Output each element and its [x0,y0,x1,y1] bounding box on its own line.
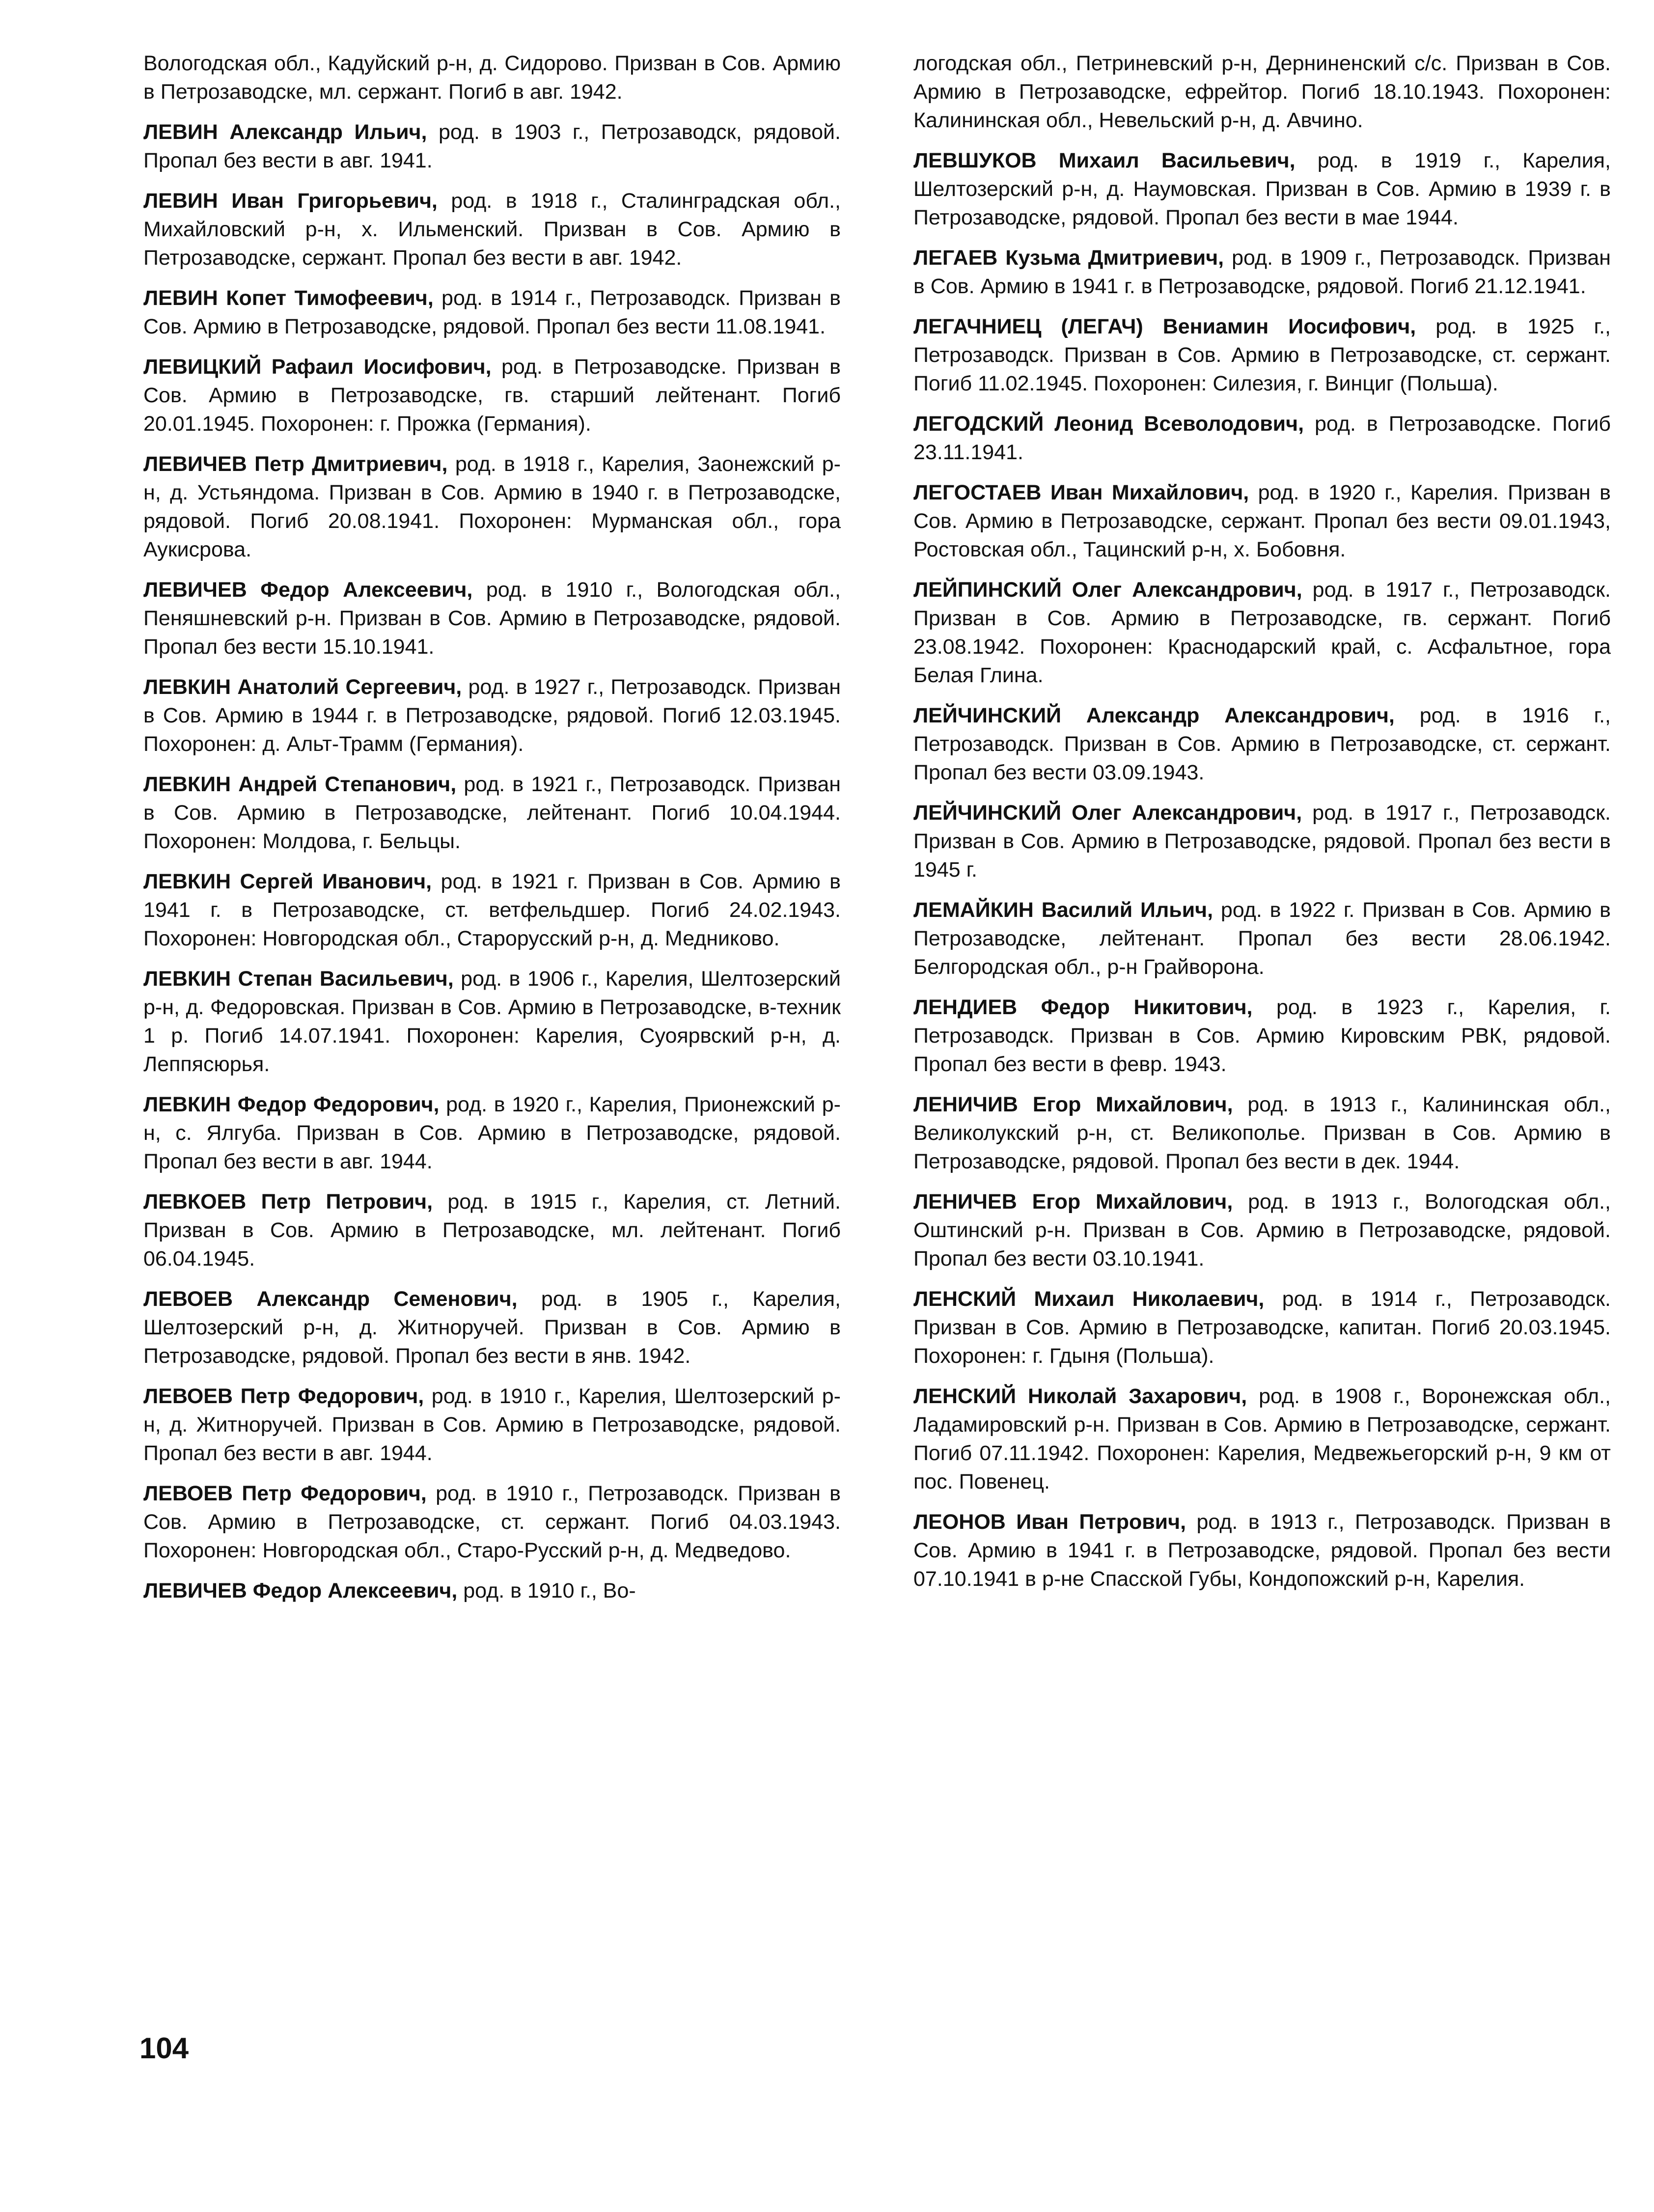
entry-text: род. в 1908 г., Воронежская обл., Ладамировский р-н. Призван в Сов. Армию в Петрозаводске, сержант. Погиб 07.11.1942. Похоронен: Карелия, Медвежьегорский р-н, 9 км от пос. Повенец. [913,1384,1611,1493]
list-item [913,1382,1611,1496]
list-item [143,1576,841,1605]
entry-name: ЛЕВШУКОВ Михаил Васильевич, [913,149,1296,172]
entry-name: ЛЕВОЕВ Петр Федорович, [143,1384,424,1408]
list-item [143,118,841,175]
entry-text: род. в 1910 г., Вологодская обл., Пеняшневский р-н. Призван в Сов. Армию в Петрозаводске, рядовой. Пропал без вести 15.10.1941. [143,578,841,659]
list-item [143,1188,841,1273]
list-item [913,701,1611,787]
entry-name: ЛЕГАЕВ Кузьма Дмитриевич, [913,246,1224,270]
entry-text: род. в 1905 г., Карелия, Шелтозерский р-н, д. Житноручей. Призван в Сов. Армию в Петрозаводске, рядовой. Пропал без вести в янв. 1942. [143,1287,841,1368]
list-item [143,187,841,272]
entry-text: род. в 1914 г., Петрозаводск. Призван в Сов. Армию в Петрозаводске, капитан. Погиб 20.03.1945. Похоронен: г. Гдыня (Польша). [913,1287,1611,1368]
entry-name: ЛЕВИЧЕВ Федор Алексеевич, [143,1579,458,1603]
entry-name: ЛЕВКИН Степан Васильевич, [143,967,454,991]
entry-text: род. в 1913 г., Вологодская обл., Оштинский р-н. Призван в Сов. Армию в Петрозаводске, рядовой. Пропал без вести 03.10.1941. [913,1190,1611,1271]
list-item [913,993,1611,1078]
entry-text: род. в 1915 г., Карелия, ст. Летний. Призван в Сов. Армию в Петрозаводске, мл. лейтенант. Погиб 06.04.1945. [143,1190,841,1271]
list-item [913,244,1611,301]
entry-name: ЛЕВОЕВ Петр Федорович, [143,1482,427,1505]
list-item [143,576,841,661]
list-item [913,410,1611,467]
entry-name: ЛЕГОДСКИЙ Леонид Всеволодович, [913,412,1304,436]
entry-text: род. в 1917 г., Петрозаводск. Призван в Сов. Армию в Петрозаводске, гв. сержант. Погиб 23.08.1942. Похоронен: Краснодарский край, с. Асфальтное, гора Белая Глина. [913,578,1611,687]
entry-text: род. в 1910 г., Петрозаводск. Призван в Сов. Армию в Петрозаводске, ст. сержант. Погиб 04.03.1943. Похоронен: Новгородская обл., Старо-Русский р-н, д. Медведово. [143,1482,841,1562]
entry-text: род. в 1922 г. Призван в Сов. Армию в Петрозаводске, лейтенант. Пропал без вести 28.06.1942. Белгородская обл., р-н Грайворона. [913,898,1611,979]
entry-name: ЛЕНСКИЙ Михаил Николаевич, [913,1287,1265,1311]
entry-text: род. в 1918 г., Карелия, Заонежский р-н, д. Устьяндома. Призван в Сов. Армию в 1940 г. в Петрозаводске, рядовой. Погиб 20.08.1941. Похоронен: Мурманская обл., гора Аукисрова. [143,452,841,561]
entry-text: род. в 1917 г., Петрозаводск. Призван в Сов. Армию в Петрозаводске, рядовой. Пропал без вести в 1945 г. [913,801,1611,882]
entry-text: род. в Петрозаводске. Призван в Сов. Армию в Петрозаводске, гв. старший лейтенант. Погиб 20.01.1945. Похоронен: г. Прожка (Германия). [143,355,841,436]
list-item [913,896,1611,981]
entry-name: ЛЕВИЧЕВ Петр Дмитриевич, [143,452,448,476]
continuation-text: Вологодская обл., Кадуйский р-н, д. Сидорово. Призван в Сов. Армию в Петрозаводске, мл. сержант. Погиб в авг. 1942. [143,52,841,104]
entry-text: род. в 1927 г., Петрозаводск. Призван в Сов. Армию в 1944 г. в Петрозаводске, рядовой. Погиб 12.03.1945. Похоронен: д. Альт-Трамм (Германия). [143,675,841,756]
list-item [143,450,841,564]
entry-name: ЛЕНСКИЙ Николай Захарович, [913,1384,1247,1408]
entry-text: род. в 1918 г., Сталинградская обл., Михайловский р-н, х. Ильменский. Призван в Сов. Армию в Петрозаводске, сержант. Пропал без вести в авг. 1942. [143,189,841,270]
entry-name: ЛЕВКИН Андрей Степанович, [143,773,457,796]
entry-name: ЛЕНИЧЕВ Егор Михайлович, [913,1190,1233,1214]
entry-text: род. в 1920 г., Карелия, Прионежский р-н, с. Ялгуба. Призван в Сов. Армию в Петрозаводске, рядовой. Пропал без вести в авг. 1944. [143,1093,841,1173]
entry-text: род. в 1919 г., Карелия, Шелтозерский р-н, д. Наумовская. Призван в Сов. Армию в 1939 г. в Петрозаводске, рядовой. Пропал без вести в мае 1944. [913,149,1611,229]
entry-text: род. в 1921 г. Призван в Сов. Армию в 1941 г. в Петрозаводске, ст. ветфельдшер. Погиб 24.02.1943. Похоронен: Новгородская обл., Старорусский р-н, д. Медниково. [143,870,841,950]
list-item [913,1188,1611,1273]
list-item [913,478,1611,564]
entry-text: род. в 1916 г., Петрозаводск. Призван в Сов. Армию в Петрозаводске, ст. сержант. Пропал без вести 03.09.1943. [913,704,1611,784]
list-item [913,799,1611,884]
entry-text: род. в 1903 г., Петрозаводск, рядовой. Пропал без вести в авг. 1941. [143,120,841,172]
entry-name: ЛЕОНОВ Иван Петрович, [913,1510,1186,1534]
entry-name: ЛЕВКИН Анатолий Сергеевич, [143,675,462,699]
entry-text: род. в 1909 г., Петрозаводск. Призван в Сов. Армию в 1941 г. в Петрозаводске, рядовой. Погиб 21.12.1941. [913,246,1611,298]
entry-name: ЛЕЙПИНСКИЙ Олег Александрович, [913,578,1302,602]
entry-name: ЛЕВКИН Федор Федорович, [143,1093,440,1116]
entry-text: род. в 1910 г., Карелия, Шелтозерский р-н, д. Житноручей. Призван в Сов. Армию в Петрозаводске, рядовой. Пропал без вести в авг. 1944. [143,1384,841,1465]
entry-name: ЛЕВКИН Сергей Иванович, [143,870,432,893]
entry-text: род. в 1920 г., Карелия. Призван в Сов. Армию в Петрозаводске, сержант. Пропал без вести 09.01.1943, Ростовская обл., Тацинский р-н, х. Бобовня. [913,481,1611,561]
list-item [143,673,841,758]
left-column [143,49,841,1617]
entry-name: ЛЕНИЧИВ Егор Михайлович, [913,1093,1233,1116]
entry-name: ЛЕЙЧИНСКИЙ Александр Александрович, [913,704,1395,727]
list-item [913,1285,1611,1370]
list-item [143,1285,841,1370]
list-item [143,1090,841,1176]
entry-text: род. в 1925 г., Петрозаводск. Призван в Сов. Армию в Петрозаводске, ст. сержант. Погиб 11.02.1945. Похоронен: Силезия, г. Винциг (Польша). [913,315,1611,395]
list-item [913,146,1611,232]
right-column [913,49,1611,1605]
list-item [143,965,841,1078]
entry-name: ЛЕВИН Александр Ильич, [143,120,427,144]
list-item [913,312,1611,398]
list-item [143,770,841,856]
entry-name: ЛЕВИН Иван Григорьевич, [143,189,438,213]
entry-text: род. в 1921 г., Петрозаводск. Призван в Сов. Армию в Петрозаводске, лейтенант. Погиб 10.04.1944. Похоронен: Молдова, г. Бельцы. [143,773,841,853]
entry-name: ЛЕГОСТАЕВ Иван Михайлович, [913,481,1249,504]
list-item [913,1508,1611,1593]
entry-text: род. в 1923 г., Карелия, г. Петрозаводск. Призван в Сов. Армию Кировским РВК, рядовой. Пропал без вести в февр. 1943. [913,995,1611,1076]
entry-name: ЛЕЙЧИНСКИЙ Олег Александрович, [913,801,1302,825]
list-item [143,353,841,438]
entry-name: ЛЕВКОЕВ Петр Петрович, [143,1190,433,1214]
entry-name: ЛЕВОЕВ Александр Семенович, [143,1287,518,1311]
list-item [143,1479,841,1565]
list-item [143,1382,841,1467]
entry-name: ЛЕГАЧНИЕЦ (ЛЕГАЧ) Вениамин Иосифович, [913,315,1416,338]
entry-text: род. в 1910 г., Во- [457,1579,636,1603]
entry-name: ЛЕВИН Копет Тимофеевич, [143,286,434,310]
page-number: 104 [139,2032,189,2065]
entry-text: род. в 1913 г., Петрозаводск. Призван в Сов. Армию в 1941 г. в Петрозаводске, рядовой. Пропал без вести 07.10.1941 в р-не Спасской Губы, Кондопожский р-н, Карелия. [913,1510,1611,1591]
continuation-text: логодская обл., Петриневский р-н, Дерниненский с/с. Призван в Сов. Армию в Петрозаводске, ефрейтор. Погиб 18.10.1943. Похоронен: Калининская обл., Невельский р-н, д. Авчино. [913,52,1611,132]
list-item [143,284,841,341]
list-item [913,1090,1611,1176]
entry-name: ЛЕВИЧЕВ Федор Алексеевич, [143,578,473,602]
entry-name: ЛЕМАЙКИН Василий Ильич, [913,898,1213,922]
list-item [143,867,841,953]
entry-text: род. в 1914 г., Петрозаводск. Призван в Сов. Армию в Петрозаводске, рядовой. Пропал без вести 11.08.1941. [143,286,841,338]
entry-text: род. в 1913 г., Калининская обл., Великолукский р-н, ст. Великополье. Призван в Сов. Армию в Петрозаводске, рядовой. Пропал без вести в дек. 1944. [913,1093,1611,1173]
entry-name: ЛЕВИЦКИЙ Рафаил Иосифович, [143,355,492,379]
list-item [913,576,1611,690]
entry-name: ЛЕНДИЕВ Федор Никитович, [913,995,1253,1019]
entry-text: род. в 1906 г., Карелия, Шелтозерский р-н, д. Федоровская. Призван в Сов. Армию в Петрозаводске, в-техник 1 р. Погиб 14.07.1941. Похоронен: Карелия, Суоярвский р-н, д. Леппясюрья. [143,967,841,1076]
entry-text: род. в Петрозаводске. Погиб 23.11.1941. [913,412,1611,464]
